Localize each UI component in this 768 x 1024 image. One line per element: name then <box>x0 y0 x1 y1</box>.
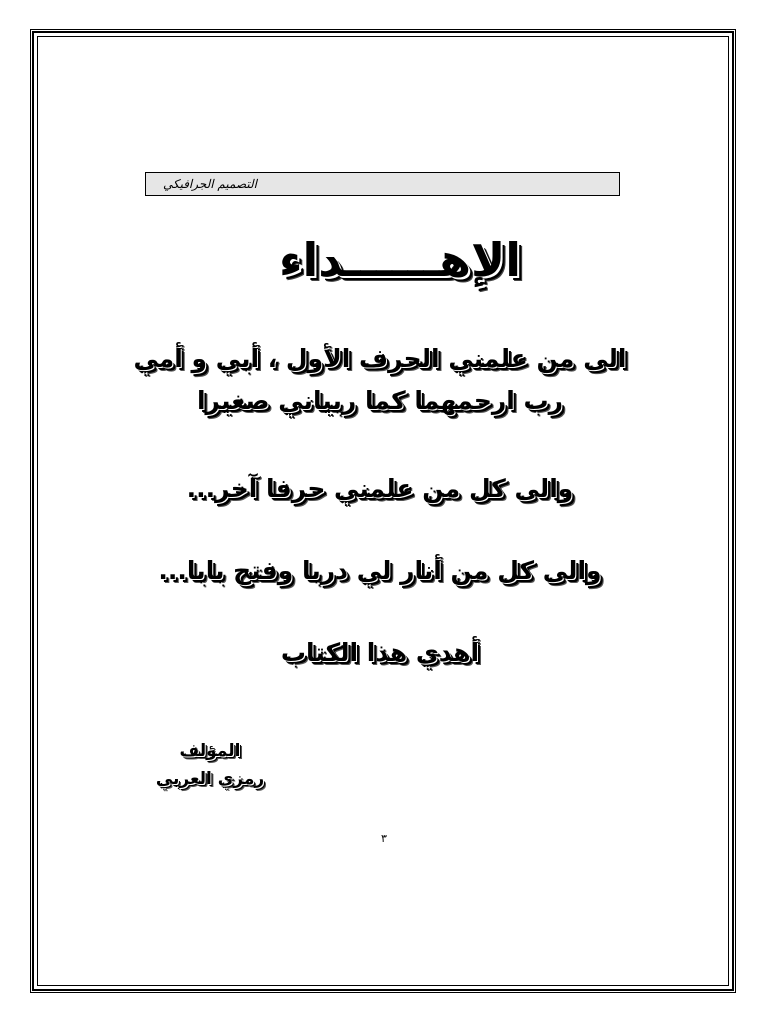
section-title: التصميم الجرافيكي <box>162 177 257 191</box>
section-header <box>145 172 620 196</box>
dedication-line-5: أهدي هذا الكتاب <box>280 638 480 667</box>
dedication-line-2: رب ارحمهما كما ربياني صغيرا <box>196 386 564 415</box>
dedication-line-3: والى كل من علمني حرفا آخر... <box>186 474 574 503</box>
dedication-line-4: والى كل من أنار لي دربا وفتح بابا... <box>158 556 602 585</box>
dedication-title: الإهــــــداء <box>278 233 522 287</box>
dedication-line-1: الى من علمني الحرف الأول ، أبي و أمي <box>133 344 627 373</box>
author-name: رمزي العربي <box>155 769 265 789</box>
page-number: ٣ <box>381 832 387 845</box>
author-role: المؤلف <box>179 741 241 761</box>
